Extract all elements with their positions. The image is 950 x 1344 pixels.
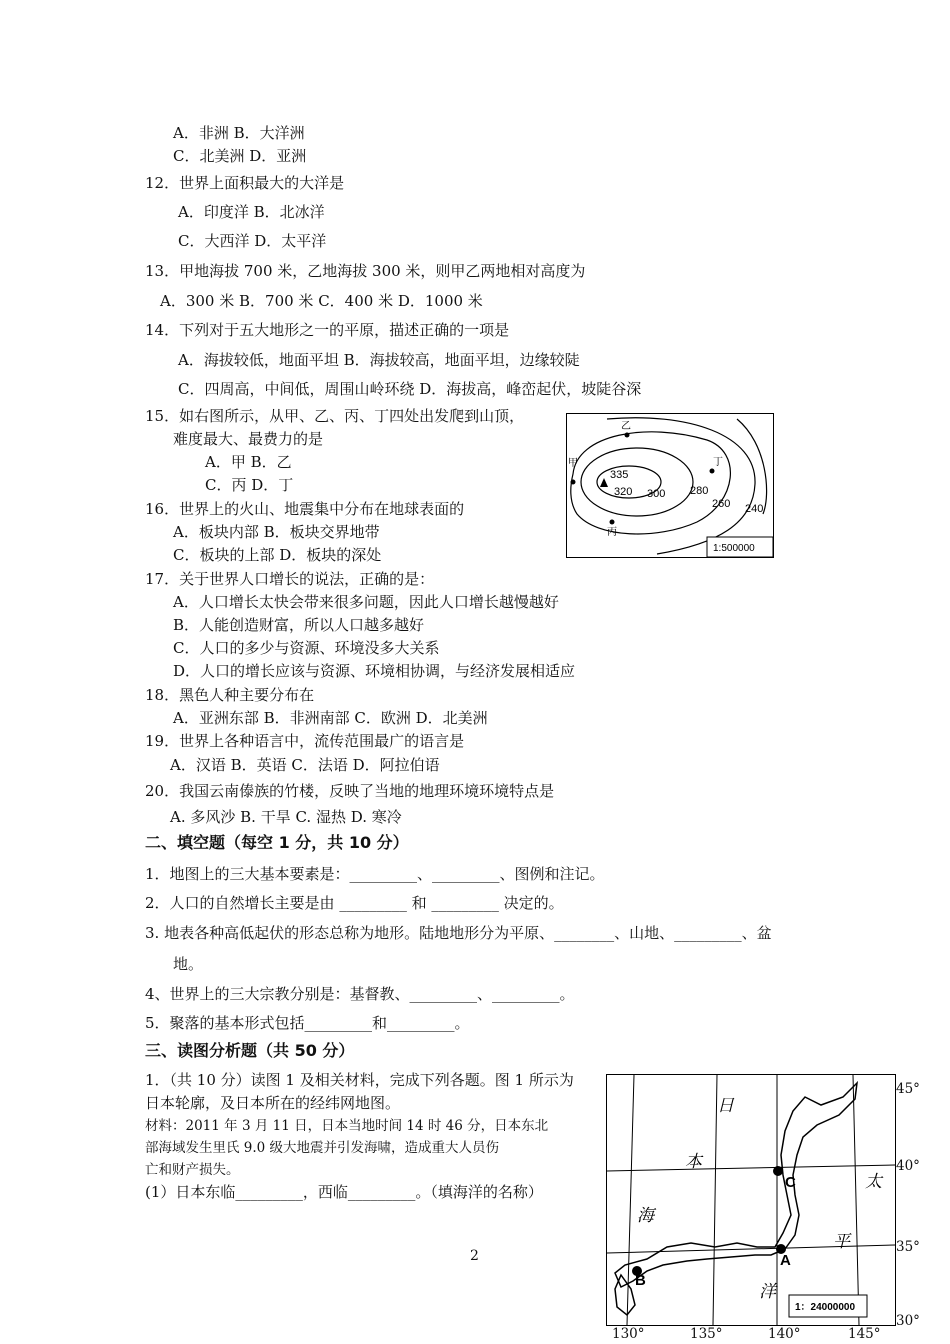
point-yi	[625, 433, 630, 438]
point-label: B	[635, 1272, 646, 1289]
text-line: A．海拔较低，地面平坦 B．海拔较高，地面平坦，边缘较陡	[178, 351, 580, 369]
text-line: C．北美洲 D．亚洲	[173, 147, 307, 165]
sea-label: 日	[717, 1096, 734, 1115]
contour-label: 240	[745, 503, 764, 515]
text-line: 19．世界上各种语言中，流传范围最广的语言是	[145, 732, 465, 750]
lat-label: 45°	[896, 1081, 920, 1097]
text-line: 13．甲地海拔 700 米，乙地海拔 300 米，则甲乙两地相对高度为	[145, 262, 586, 280]
point-label: 甲	[568, 458, 578, 469]
point-label: 丁	[713, 457, 723, 468]
contour-map	[566, 413, 774, 558]
text-line: 20．我国云南傣族的竹楼，反映了当地的地理环境环境特点是	[145, 782, 555, 800]
lat-label: 30°	[896, 1313, 920, 1329]
contour-label: 300	[647, 488, 666, 500]
text-line: 14．下列对于五大地形之一的平原，描述正确的一项是	[145, 321, 510, 339]
text-line: 17．关于世界人口增长的说法，正确的是：	[145, 570, 435, 588]
japan-map	[606, 1074, 896, 1326]
text-line: 1．地图上的三大基本要素是：_________、_________、图例和注记。	[145, 865, 605, 883]
text-line: 12．世界上面积最大的大洋是	[145, 174, 345, 192]
latitude-line	[607, 1165, 895, 1171]
lon-label: 140°	[768, 1326, 801, 1342]
point-label: C	[785, 1174, 796, 1191]
text-line: 5．聚落的基本形式包括_________和_________。	[145, 1014, 470, 1032]
text-line: 难度最大、最费力的是	[173, 430, 324, 448]
text-line: 18．黑色人种主要分布在	[145, 686, 315, 704]
peak-icon	[600, 478, 608, 487]
section-heading: 三、读图分析题（共 50 分）	[145, 1041, 355, 1060]
text-line: (1）日本东临_________，西临_________。（填海洋的名称）	[145, 1183, 543, 1201]
point-jia	[571, 480, 576, 485]
text-line: C．人口的多少与资源、环境没多大关系	[173, 639, 440, 657]
text-line: A．人口增长太快会带来很多问题，因此人口增长越慢越好	[173, 593, 559, 611]
text-line: 3. 地表各种高低起伏的形态总称为地形。陆地地形分为平原、________、山地、_________、盆	[145, 924, 772, 942]
contour-map-svg	[567, 414, 773, 557]
lon-label: 130°	[612, 1326, 645, 1342]
point-label: 乙	[621, 421, 631, 432]
point-ding	[710, 469, 715, 474]
lon-label: 145°	[848, 1326, 881, 1342]
scale-label: 1：24000000	[795, 1302, 856, 1313]
text-line: A．印度洋 B．北冰洋	[178, 203, 325, 221]
text-line: 地。	[173, 955, 204, 973]
text-line: D．人口的增长应该与资源、环境相协调，与经济发展相适应	[173, 662, 576, 680]
sea-label: 海	[637, 1206, 654, 1225]
ocean-label: 平	[833, 1232, 850, 1251]
text-line: 1．（共 10 分）读图 1 及相关材料，完成下列各题。图 1 所示为	[145, 1071, 574, 1089]
peak-label: 335	[610, 469, 629, 481]
longitude-line	[853, 1075, 859, 1325]
ocean-label: 太	[865, 1172, 882, 1191]
japan-coastline	[615, 1083, 857, 1287]
lat-label: 40°	[896, 1158, 920, 1174]
text-line: 16．世界上的火山、地震集中分布在地球表面的	[145, 500, 465, 518]
contour-label: 260	[712, 498, 731, 510]
text-line: C．大西洋 D．太平洋	[178, 232, 327, 250]
contour-line	[571, 432, 731, 534]
text-line: A．汉语 B．英语 C．法语 D．阿拉伯语	[170, 756, 440, 774]
lat-label: 35°	[896, 1239, 920, 1255]
material-text-line: 部海域发生里氏 9.0 级大地震并引发海啸，造成重大人员伤	[145, 1140, 500, 1156]
section-heading: 二、填空题（每空 1 分，共 10 分）	[145, 833, 409, 852]
scale-label: 1:500000	[713, 543, 755, 554]
text-line: C．丙 D．丁	[205, 476, 294, 494]
contour-label: 320	[614, 486, 633, 498]
point-c-marker	[773, 1166, 783, 1176]
ocean-label: 洋	[759, 1282, 776, 1301]
point-bing	[610, 520, 615, 525]
text-line: A. 多风沙 B. 干旱 C. 湿热 D. 寒冷	[170, 808, 402, 826]
contour-line	[581, 448, 693, 516]
point-label: A	[780, 1252, 791, 1269]
material-text-line: 材料：2011 年 3 月 11 日，日本当地时间 14 时 46 分，日本东北	[145, 1118, 549, 1134]
text-line: C．板块的上部 D．板块的深处	[173, 546, 382, 564]
text-line: A．亚洲东部 B．非洲南部 C．欧洲 D．北美洲	[173, 709, 488, 727]
text-line: A．板块内部 B．板块交界地带	[173, 523, 380, 541]
text-line: A．非洲 B．大洋洲	[173, 124, 305, 142]
text-line: A．300 米 B．700 米 C．400 米 D．1000 米	[160, 292, 483, 310]
text-line: 日本轮廓，及日本所在的经纬网地图。	[145, 1094, 401, 1112]
contour-label: 280	[690, 485, 709, 497]
page-number: 2	[470, 1248, 479, 1264]
japan-map-svg	[607, 1075, 895, 1325]
sea-label: 本	[685, 1152, 702, 1171]
text-line: A．甲 B．乙	[205, 453, 292, 471]
text-line: 15．如右图所示，从甲、乙、丙、丁四处出发爬到山顶，	[145, 407, 525, 425]
material-text-line: 亡和财产损失。	[145, 1162, 240, 1178]
text-line: B．人能创造财富，所以人口越多越好	[173, 616, 425, 634]
point-label: 丙	[607, 527, 617, 538]
text-line: 2．人口的自然增长主要是由 _________ 和 _________ 决定的。	[145, 894, 564, 912]
text-line: 4、世界上的三大宗教分别是：基督教、_________、_________。	[145, 985, 575, 1003]
text-line: C．四周高，中间低，周围山岭环绕 D．海拔高，峰峦起伏，坡陡谷深	[178, 380, 642, 398]
lon-label: 135°	[690, 1326, 723, 1342]
